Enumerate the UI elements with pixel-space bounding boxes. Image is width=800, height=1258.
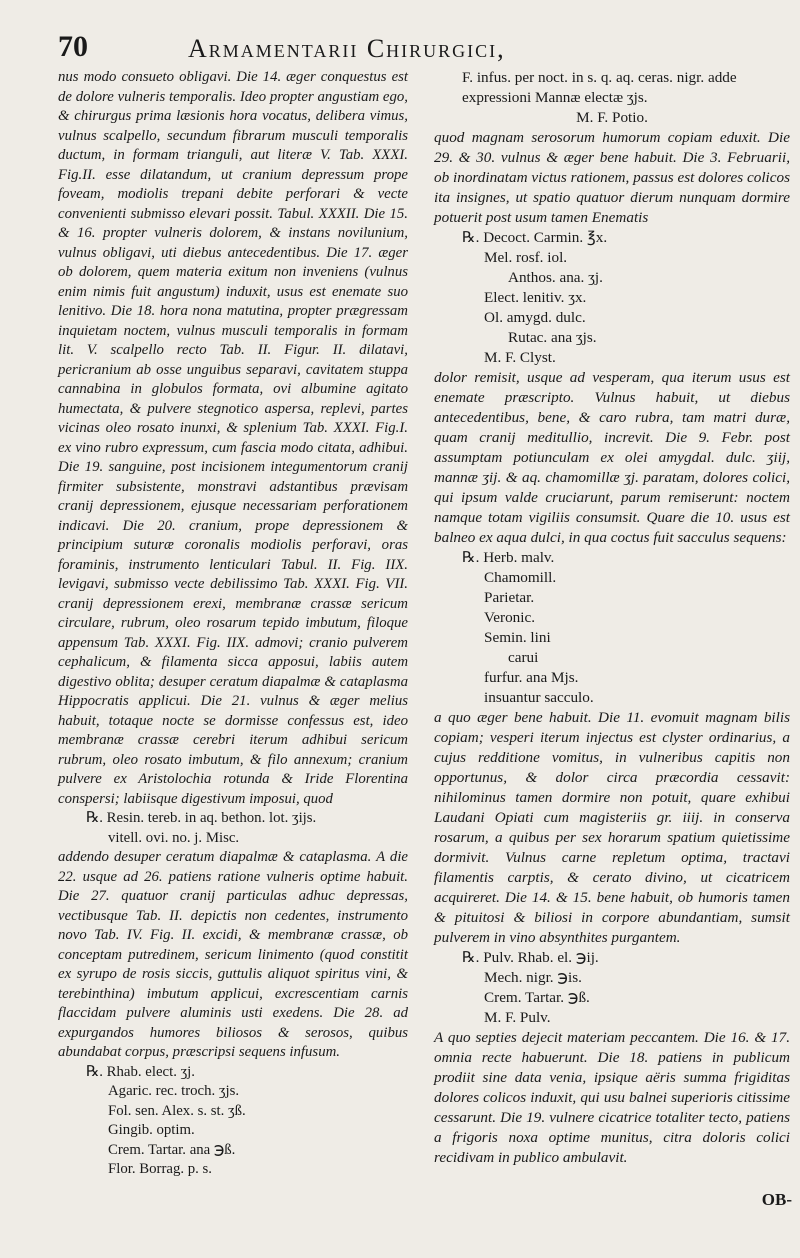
prescription	[434, 548, 790, 708]
prescription-line: Flor. Borrag. p. s.	[108, 1161, 212, 1177]
prescription-line: ℞. Pulv. Rhab. el. ℈ij.	[462, 949, 599, 966]
paragraph: dolor remisit, usque ad vesperam, qua iterum usus est enemate præscripto. Vulnus habuit, ut diebus antecedentibus, bene, & caro rubra, tam matri duræ, quam cranij meditullio, increvit. Die 9. Febr. post assumptam potiunculam ex olei amygdal. dulc. ʒiij, mannæ ʒij. & aq. chamomillæ ʒj. paratam, dolores colici, qui ipsum valde cruciarunt, parum remiserunt: noctem namque totam vigiliis consumsit. Quare die 10. usus est balneo ex aqua dulci, in qua coctus fuit sacculus sequens:	[434, 369, 790, 546]
catchword: OB-	[761, 1190, 792, 1209]
prescription-line: M. F. Potio.	[576, 109, 648, 126]
prescription-line: Chamomill.	[484, 569, 557, 586]
paragraph: a quo æger bene habuit. Die 11. evomuit magnam bilis copiam; vesperi iterum injectus est clyster ordinarius, a cujus redditione vomitus, in vulneribus capitis non opportunus, & dolor circa præcordia cessavit: nihilominus tamen dormire non potuit, quare exhibui Laudani Opiati cum magisteriis gr. iiij. in conserva rosarum, a quibus per sex horarum spatium quietissime dormivit. Vulnus carne repletum optima, tractavi filamentis carptis, & cerato divino, ut cicatricem acquireret. Die 14. & 15. bene habuit, ob humoris tamen & pituitosi & biliosi in corpore abundantiam, sumsit pulverem in vino absynthites purgantem.	[434, 709, 790, 946]
prescription-line: Elect. lenitiv. ʒx.	[484, 289, 587, 306]
prescription	[58, 809, 408, 848]
paragraph: quod magnam serosorum humorum copiam eduxit. Die 29. & 30. vulnus & æger bene habuit. Die 3. Februarii, ob inordinatam victus rationem, passus est dolores colicos ita insignes, ut spatio quatuor dierum nunquam dormire potuerit post usum tamen Enematis	[434, 129, 790, 226]
prescription-line: Mel. rosf. iol.	[484, 249, 568, 266]
prescription	[58, 1063, 408, 1180]
prescription-line: carui	[508, 649, 539, 666]
prescription-line: Ol. amygd. dulc.	[484, 309, 586, 326]
prescription	[434, 68, 790, 128]
prescription-line: Gingib. optim.	[108, 1122, 195, 1138]
left-column	[58, 68, 408, 1180]
prescription-line: M. F. Clyst.	[484, 349, 556, 366]
page-number: 70	[58, 30, 88, 63]
prescription-line: expressioni Mannæ electæ ʒjs.	[462, 89, 648, 106]
prescription-line: ℞. Herb. malv.	[462, 549, 555, 566]
prescription-line: Crem. Tartar. ℈ß.	[484, 989, 590, 1006]
prescription-line: Anthos. ana. ʒj.	[508, 269, 603, 286]
right-column	[434, 68, 790, 1168]
prescription-line: Mech. nigr. ℈is.	[484, 969, 582, 986]
prescription-line: Crem. Tartar. ana ℈ß.	[108, 1141, 236, 1158]
prescription-line: Rutac. ana ʒjs.	[508, 329, 597, 346]
paragraph: nus modo consueto obligavi. Die 14. æger conquestus est de dolore vulneris temporalis. Ideo propter angustiam ego, & chirurgus prima læsionis hora vocatus, delibera vimus, vulnus scalpello, secundum fibrarum musculi temporalis ductum, in formam trianguli, aut literæ V. Tab. XXXI. Fig.II. esse dilatandum, ut cranium depressum prope foveam, modiolis trepani debite perforari & vecte convenienti submisso elevari possit. Tabul. XXXII. Die 15. & 16. propter vulneris dolorem, & instans novilunium, vulnus obligavi, uti diebus antecedentibus. Die 17. æger ob dolorem, quem materia exitum non inveniens (vulnus enim nimis fuit angustum) induxit, usus est enemate suo lenitivo. Die 18. hora nona matutina, propter prægressam inquietam noctem, vulnus musculi temporalis in formam lit. V. scalpello recto Tab. II. Figur. II. dilatavi, pericranium ab osse unguibus separavi, cavitatem stuppa cannabina in globulos formata, ovi albumine agitato humectata, & pulvere stegnotico aspersa, replevi, partes vicinas oleo rosato inunxi, & splenium Tab. XXXI. Fig.I. ex vino rubro expressum, cum fascia modo citata, adhibui. Die 19. sanguine, post incisionem integumentorum cranij firmiter subsistente, monstravi adstantibus prævisam cranij depressionem, ejusque necessariam perforationem indicavi. Die 20. cranium, prope depressionem & principium suturæ coronalis modiolis perforavi, oras foraminis, instrumento lenticulari Tabul. II. Fig. IIX. levigavi, submisso vecte debilissimo Tab. XXXI. Fig. VII. cranij depressionem erexi, membranæ crassæ sericum circulare, rubrum, oleo rosarum tepido imbutum, filoque appensum Tab. XXXI. Fig. IIX. admovi; cranio pulverem cephalicum, & filamenta sicca apposui, labiis autem digestivo oblita; desuper ceratum diapalmæ & cataplasma Hippocratis applicui. Die 21. vulnus & æger melius habuit, totaque nocte se dormisse confessus est, ideo membranæ crassæ cerebri iterum adhibui sericum rubrum, oleo rosato imbutum, & filo annexum; cranium pulvere ex Aristolochia rotunda & Iride Florentina conspersi; labiisque digestivum imposui, quod	[58, 69, 408, 807]
prescription-line: F. infus. per noct. in s. q. aq. ceras. nigr. adde	[462, 69, 737, 86]
paragraph: A quo septies dejecit materiam peccantem. Die 16. & 17. omnia recte habuerunt. Die 18. patiens in publicum prodiit sine data venia, ipsique aëris summa frigiditas dolores colicos induxit, qui usu balnei superioris citissime cessarunt. Die 19. vulnere cicatrice totaliter tecto, patiens a frigoris noxa optime munitus, citra doloris colici recidivam in publico ambulavit.	[434, 1029, 790, 1166]
paragraph: addendo desuper ceratum diapalmæ & cataplasma. A die 22. usque ad 26. patiens ratione vulneris optime habuit. Die 27. quatuor cranij particulas adhuc depressas, vectibusque Tab. II. depictis non cedentes, instrumento novo Tab. IV. Fig. II. excidi, & membranæ crassæ, ob conceptam putredinem, sericum linimento (quod constitit ex syrupo de rosis siccis, guttulis aliquot spiritus vini, & terebinthina) imbutum applicui, excrescentiam carnis flaccidam pulvere aluminis usti exedens. Die 28. ad expurgandos humores biliosos & serosos, quibus abundabat corpus, præscripsi sequens infusum.	[58, 849, 408, 1060]
prescription	[434, 228, 790, 368]
prescription-line: Agaric. rec. troch. ʒjs.	[108, 1083, 240, 1099]
prescription-line: ℞. Resin. tereb. in aq. bethon. lot. ʒijs.	[86, 810, 317, 826]
running-head: Armamentarii Chirurgici,	[188, 34, 506, 63]
prescription	[434, 948, 790, 1028]
prescription-line: Semin. lini	[484, 629, 551, 646]
prescription-line: vitell. ovi. no. j. Misc.	[108, 829, 240, 846]
prescription-line: Parietar.	[484, 589, 535, 606]
prescription-line: insuantur sacculo.	[484, 689, 594, 706]
prescription-line: ℞. Decoct. Carmin. ℥x.	[462, 229, 608, 246]
prescription-line: M. F. Pulv.	[484, 1009, 551, 1026]
prescription-line: Veronic.	[484, 609, 536, 626]
prescription-line: furfur. ana Mjs.	[484, 669, 579, 686]
prescription-line: ℞. Rhab. elect. ʒj.	[86, 1063, 195, 1080]
prescription-line: Fol. sen. Alex. s. st. ʒß.	[108, 1102, 246, 1119]
